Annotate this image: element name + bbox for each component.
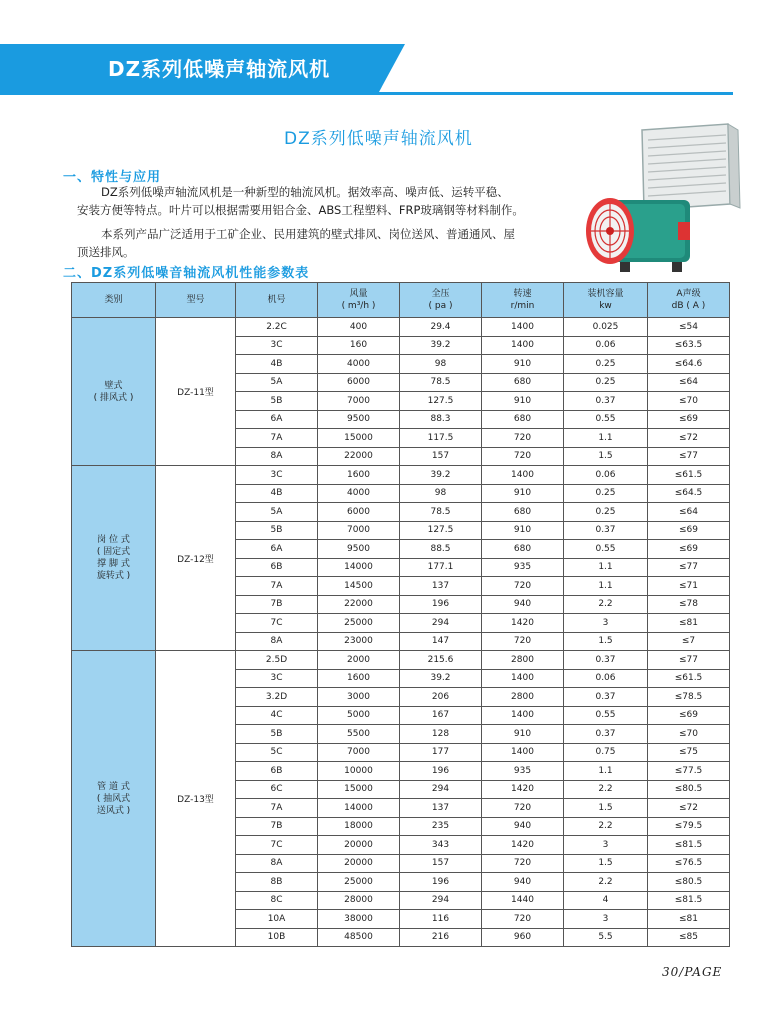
table-cell: 5500 <box>318 725 400 744</box>
table-cell: 7000 <box>318 743 400 762</box>
table-cell: 720 <box>482 799 564 818</box>
column-header: 机号 <box>236 283 318 318</box>
page-title: DZ系列低噪声轴流风机 <box>284 129 473 149</box>
table-cell: 7A <box>236 429 318 448</box>
table-cell: 48500 <box>318 928 400 947</box>
table-cell: 7B <box>236 595 318 614</box>
column-header: 全压 ( pa ) <box>400 283 482 318</box>
table-cell: 680 <box>482 373 564 392</box>
table-row <box>72 466 730 485</box>
category-cell: 岗 位 式 ( 固定式 撑 脚 式 旋转式 ) <box>72 466 156 651</box>
table-cell: ≤70 <box>648 392 730 411</box>
table-cell: 0.06 <box>564 669 648 688</box>
table-cell: 940 <box>482 817 564 836</box>
table-cell: 1400 <box>482 743 564 762</box>
table-cell: 294 <box>400 891 482 910</box>
table-cell: 7000 <box>318 392 400 411</box>
table-cell: ≤71 <box>648 577 730 596</box>
category-cell: 管 道 式 ( 抽风式 送风式 ) <box>72 651 156 947</box>
table-cell: ≤61.5 <box>648 466 730 485</box>
table-cell: 935 <box>482 558 564 577</box>
table-cell: 1.5 <box>564 854 648 873</box>
performance-table <box>71 282 730 947</box>
table-cell: ≤78.5 <box>648 688 730 707</box>
column-header: A声级 dB ( A ) <box>648 283 730 318</box>
table-cell: 1420 <box>482 836 564 855</box>
table-cell: 1400 <box>482 669 564 688</box>
table-cell: 196 <box>400 762 482 781</box>
table-cell: 7000 <box>318 521 400 540</box>
table-cell: 3 <box>564 910 648 929</box>
table-cell: 680 <box>482 410 564 429</box>
table-cell: 8A <box>236 632 318 651</box>
table-cell: 720 <box>482 577 564 596</box>
table-cell: ≤80.5 <box>648 873 730 892</box>
table-cell: 3C <box>236 466 318 485</box>
table-cell: 4000 <box>318 355 400 374</box>
table-cell: 1400 <box>482 466 564 485</box>
table-cell: 294 <box>400 614 482 633</box>
table-cell: 9500 <box>318 540 400 559</box>
table-cell: 0.75 <box>564 743 648 762</box>
table-cell: 0.25 <box>564 484 648 503</box>
table-cell: 196 <box>400 595 482 614</box>
table-cell: 206 <box>400 688 482 707</box>
table-cell: ≤80.5 <box>648 780 730 799</box>
table-cell: 22000 <box>318 595 400 614</box>
table-cell: 2800 <box>482 651 564 670</box>
table-cell: 14000 <box>318 799 400 818</box>
column-header: 转速 r/min <box>482 283 564 318</box>
banner-underline <box>0 92 733 95</box>
table-cell: 6000 <box>318 373 400 392</box>
table-cell: 116 <box>400 910 482 929</box>
table-cell: 1.1 <box>564 558 648 577</box>
table-cell: 1600 <box>318 669 400 688</box>
table-cell: ≤69 <box>648 706 730 725</box>
table-cell: 157 <box>400 447 482 466</box>
table-cell: 1420 <box>482 780 564 799</box>
column-header: 类别 <box>72 283 156 318</box>
table-cell: 14000 <box>318 558 400 577</box>
table-cell: 4C <box>236 706 318 725</box>
table-cell: 127.5 <box>400 521 482 540</box>
table-cell: ≤81.5 <box>648 891 730 910</box>
table-cell: 216 <box>400 928 482 947</box>
table-cell: 78.5 <box>400 373 482 392</box>
column-header: 装机容量 kw <box>564 283 648 318</box>
table-cell: 6B <box>236 762 318 781</box>
axial-fan-image <box>586 198 690 272</box>
table-cell: 2000 <box>318 651 400 670</box>
table-cell: ≤81 <box>648 910 730 929</box>
table-cell: 3 <box>564 614 648 633</box>
table-row <box>72 651 730 670</box>
table-cell: 39.2 <box>400 669 482 688</box>
table-cell: 720 <box>482 447 564 466</box>
table-cell: ≤81 <box>648 614 730 633</box>
table-cell: 9500 <box>318 410 400 429</box>
intro-line-2: 安装方便等特点。叶片可以根据需要用铝合金、ABS工程塑料、FRP玻璃钢等材料制作。 <box>77 203 524 217</box>
table-cell: 1.1 <box>564 762 648 781</box>
page-number: 30/PAGE <box>662 965 723 979</box>
table-cell: ≤64 <box>648 503 730 522</box>
banner-tip <box>379 44 405 92</box>
table-cell: ≤64 <box>648 373 730 392</box>
table-cell: 7A <box>236 577 318 596</box>
table-cell: ≤76.5 <box>648 854 730 873</box>
table-cell: 910 <box>482 484 564 503</box>
table-cell: 720 <box>482 632 564 651</box>
table-cell: 680 <box>482 540 564 559</box>
table-cell: 2.2 <box>564 595 648 614</box>
table-cell: 6A <box>236 540 318 559</box>
table-cell: 0.37 <box>564 688 648 707</box>
table-cell: 38000 <box>318 910 400 929</box>
table-cell: 910 <box>482 355 564 374</box>
table-cell: 98 <box>400 355 482 374</box>
table-cell: ≤75 <box>648 743 730 762</box>
table-cell: 0.025 <box>564 318 648 337</box>
table-cell: 28000 <box>318 891 400 910</box>
table-cell: 4000 <box>318 484 400 503</box>
table-cell: 4 <box>564 891 648 910</box>
wall-fan-image <box>642 124 740 210</box>
table-cell: ≤81.5 <box>648 836 730 855</box>
table-cell: 5B <box>236 392 318 411</box>
table-cell: 196 <box>400 873 482 892</box>
table-cell: 39.2 <box>400 336 482 355</box>
table-cell: 147 <box>400 632 482 651</box>
table-cell: ≤77 <box>648 558 730 577</box>
table-cell: 3.2D <box>236 688 318 707</box>
table-cell: 23000 <box>318 632 400 651</box>
table-cell: 157 <box>400 854 482 873</box>
table-cell: 720 <box>482 910 564 929</box>
model-cell: DZ-13型 <box>156 651 236 947</box>
table-cell: 5A <box>236 503 318 522</box>
table-cell: ≤69 <box>648 410 730 429</box>
table-cell: 39.2 <box>400 466 482 485</box>
table-cell: ≤77 <box>648 651 730 670</box>
table-cell: 22000 <box>318 447 400 466</box>
table-cell: 137 <box>400 799 482 818</box>
table-cell: 2.2 <box>564 817 648 836</box>
table-cell: 6000 <box>318 503 400 522</box>
table-cell: 1440 <box>482 891 564 910</box>
table-cell: 6B <box>236 558 318 577</box>
banner-title: DZ系列低噪声轴流风机 <box>108 57 331 81</box>
table-cell: 0.25 <box>564 355 648 374</box>
table-cell: ≤79.5 <box>648 817 730 836</box>
table-cell: 2.2C <box>236 318 318 337</box>
table-cell: 0.37 <box>564 725 648 744</box>
table-cell: 235 <box>400 817 482 836</box>
table-cell: 0.37 <box>564 392 648 411</box>
table-cell: 1.5 <box>564 632 648 651</box>
table-cell: 10A <box>236 910 318 929</box>
table-cell: 343 <box>400 836 482 855</box>
table-cell: ≤77.5 <box>648 762 730 781</box>
table-cell: 7C <box>236 836 318 855</box>
table-cell: 5000 <box>318 706 400 725</box>
table-cell: 1400 <box>482 336 564 355</box>
table-cell: 720 <box>482 854 564 873</box>
table-cell: 1600 <box>318 466 400 485</box>
table-cell: 0.55 <box>564 706 648 725</box>
table-cell: 0.55 <box>564 410 648 429</box>
table-cell: 0.25 <box>564 503 648 522</box>
table-cell: ≤64.5 <box>648 484 730 503</box>
table-cell: 294 <box>400 780 482 799</box>
table-cell: 5A <box>236 373 318 392</box>
table-cell: ≤54 <box>648 318 730 337</box>
table-cell: 137 <box>400 577 482 596</box>
table-cell: 3C <box>236 336 318 355</box>
table-cell: 20000 <box>318 854 400 873</box>
table-cell: 8A <box>236 854 318 873</box>
table-cell: 5B <box>236 521 318 540</box>
table-cell: 3 <box>564 836 648 855</box>
table-cell: 117.5 <box>400 429 482 448</box>
table-cell: 940 <box>482 595 564 614</box>
table-cell: 128 <box>400 725 482 744</box>
table-cell: 0.37 <box>564 651 648 670</box>
table-cell: 8B <box>236 873 318 892</box>
table-cell: ≤72 <box>648 799 730 818</box>
table-cell: ≤63.5 <box>648 336 730 355</box>
table-cell: 7C <box>236 614 318 633</box>
table-cell: 29.4 <box>400 318 482 337</box>
model-cell: DZ-11型 <box>156 318 236 466</box>
table-cell: 2.2 <box>564 873 648 892</box>
table-cell: 5C <box>236 743 318 762</box>
table-cell: 960 <box>482 928 564 947</box>
table-cell: 15000 <box>318 780 400 799</box>
table-cell: ≤69 <box>648 540 730 559</box>
table-cell: 10000 <box>318 762 400 781</box>
table-cell: 1.5 <box>564 799 648 818</box>
table-cell: 2.5D <box>236 651 318 670</box>
table-cell: 5.5 <box>564 928 648 947</box>
table-cell: 160 <box>318 336 400 355</box>
table-cell: 25000 <box>318 873 400 892</box>
table-cell: 127.5 <box>400 392 482 411</box>
table-cell: 935 <box>482 762 564 781</box>
table-cell: ≤69 <box>648 521 730 540</box>
table-cell: 14500 <box>318 577 400 596</box>
table-cell: 98 <box>400 484 482 503</box>
table-cell: 3000 <box>318 688 400 707</box>
table-cell: 167 <box>400 706 482 725</box>
table-cell: ≤72 <box>648 429 730 448</box>
table-cell: ≤61.5 <box>648 669 730 688</box>
table-cell: 7A <box>236 799 318 818</box>
model-cell: DZ-12型 <box>156 466 236 651</box>
table-cell: ≤64.6 <box>648 355 730 374</box>
fan-product-icon <box>580 122 750 282</box>
table-cell: 2800 <box>482 688 564 707</box>
table-cell: 0.37 <box>564 521 648 540</box>
table-cell: 3C <box>236 669 318 688</box>
table-cell: ≤77 <box>648 447 730 466</box>
table-cell: 88.5 <box>400 540 482 559</box>
table-cell: 0.06 <box>564 336 648 355</box>
table-cell: 7B <box>236 817 318 836</box>
table-cell: 5B <box>236 725 318 744</box>
table-cell: 6A <box>236 410 318 429</box>
column-header: 型号 <box>156 283 236 318</box>
table-cell: 20000 <box>318 836 400 855</box>
table-cell: 0.55 <box>564 540 648 559</box>
table-cell: 10B <box>236 928 318 947</box>
intro-line-3: 本系列产品广泛适用于工矿企业、民用建筑的壁式排风、岗位送风、普通通风、屋 <box>101 227 515 241</box>
table-cell: 6C <box>236 780 318 799</box>
section-heading-features: 一、特性与应用 <box>63 170 162 185</box>
table-cell: 1.1 <box>564 577 648 596</box>
table-cell: 8A <box>236 447 318 466</box>
table-cell: 0.25 <box>564 373 648 392</box>
column-header: 风量 ( m³/h ) <box>318 283 400 318</box>
table-cell: 910 <box>482 521 564 540</box>
section-heading-table: 二、DZ系列低噪音轴流风机性能参数表 <box>63 266 310 281</box>
table-cell: 910 <box>482 725 564 744</box>
table-cell: ≤78 <box>648 595 730 614</box>
table-cell: 1.5 <box>564 447 648 466</box>
table-cell: 1420 <box>482 614 564 633</box>
table-cell: 88.3 <box>400 410 482 429</box>
table-cell: 177 <box>400 743 482 762</box>
table-cell: 25000 <box>318 614 400 633</box>
table-cell: 1400 <box>482 318 564 337</box>
category-cell: 壁式 ( 排风式 ) <box>72 318 156 466</box>
table-header <box>72 283 730 318</box>
table-cell: 8C <box>236 891 318 910</box>
table-cell: 177.1 <box>400 558 482 577</box>
table-row <box>72 318 730 337</box>
table-cell: ≤85 <box>648 928 730 947</box>
table-cell: 78.5 <box>400 503 482 522</box>
table-cell: 1.1 <box>564 429 648 448</box>
table-cell: 215.6 <box>400 651 482 670</box>
header-banner <box>0 44 776 96</box>
table-cell: 720 <box>482 429 564 448</box>
table-cell: ≤7 <box>648 632 730 651</box>
table-cell: ≤70 <box>648 725 730 744</box>
table-cell: 400 <box>318 318 400 337</box>
intro-line-1: DZ系列低噪声轴流风机是一种新型的轴流风机。据效率高、噪声低、运转平稳、 <box>101 185 509 199</box>
table-cell: 680 <box>482 503 564 522</box>
table-cell: 1400 <box>482 706 564 725</box>
table-cell: 2.2 <box>564 780 648 799</box>
intro-line-4: 顶送排风。 <box>77 245 135 259</box>
table-body <box>72 318 730 947</box>
table-cell: 4B <box>236 484 318 503</box>
table-cell: 15000 <box>318 429 400 448</box>
table-cell: 0.06 <box>564 466 648 485</box>
table-cell: 940 <box>482 873 564 892</box>
table-cell: 18000 <box>318 817 400 836</box>
table-cell: 4B <box>236 355 318 374</box>
table-cell: 910 <box>482 392 564 411</box>
